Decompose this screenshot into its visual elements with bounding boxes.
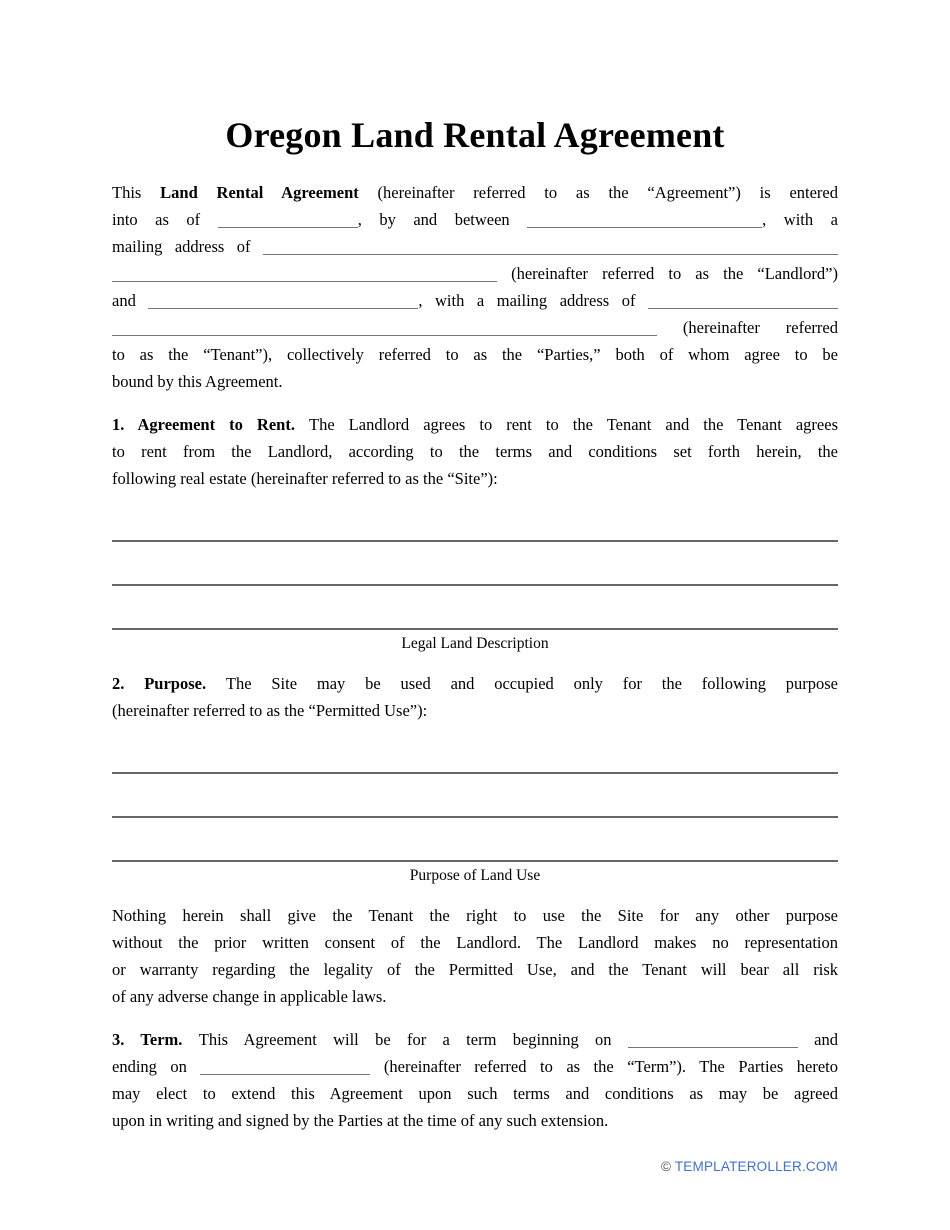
text-segment: upon in writing and signed by the Parties at the time of any such extension. bbox=[112, 1111, 609, 1130]
section-2-purpose-paragraph bbox=[112, 670, 838, 724]
text-segment: of any adverse change in applicable laws. bbox=[112, 987, 387, 1006]
purpose-restriction-paragraph bbox=[112, 902, 838, 1010]
text-segment: mailing address of bbox=[112, 237, 263, 256]
text-line bbox=[112, 1026, 838, 1053]
text-segment: without the prior written consent of the Landlord. The Landlord makes no representation bbox=[112, 933, 838, 952]
text-line bbox=[112, 929, 838, 956]
text-segment: to as the “Tenant”), collectively referred to as the “Parties,” both of whom agree to be bbox=[112, 345, 838, 364]
text-line bbox=[112, 287, 838, 314]
text-segment: into as of bbox=[112, 210, 218, 229]
bold-text-segment: 3. Term. bbox=[112, 1030, 199, 1049]
text-segment: (hereinafter referred to as the “Term”). The Parties hereto bbox=[370, 1057, 838, 1076]
text-line bbox=[112, 1107, 838, 1134]
blank-rule-line bbox=[112, 586, 838, 630]
blank-rule-line bbox=[112, 818, 838, 862]
text-segment: Nothing herein shall give the Tenant the right to use the Site for any other purpose bbox=[112, 906, 838, 925]
blank-rule-line bbox=[112, 498, 838, 542]
page-footer bbox=[661, 1159, 838, 1174]
fill-in-blank bbox=[200, 1062, 370, 1075]
templateroller-link[interactable]: TEMPLATEROLLER.COM bbox=[674, 1159, 838, 1174]
text-segment: , by and between bbox=[357, 210, 528, 229]
text-segment: bound by this Agreement. bbox=[112, 372, 283, 391]
purpose-of-land-use-blank-lines bbox=[112, 730, 838, 862]
text-segment: and bbox=[797, 1030, 839, 1049]
purpose-of-land-use-caption: Purpose of Land Use bbox=[409, 867, 541, 884]
text-line bbox=[112, 411, 838, 438]
fill-in-blank bbox=[112, 269, 497, 282]
text-segment: (hereinafter referred to as the “Landlord”) bbox=[497, 264, 838, 283]
section-3-term-paragraph bbox=[112, 1026, 838, 1134]
text-segment: The Site may be used and occupied only for the following purpose bbox=[225, 674, 839, 693]
text-line bbox=[112, 206, 838, 233]
text-segment: The Landlord agrees to rent to the Tenant and the Tenant agrees bbox=[308, 415, 838, 434]
fill-in-blank bbox=[527, 215, 762, 228]
fill-in-blank bbox=[148, 296, 418, 309]
text-segment: (hereinafter referred to as the “Permitted Use”): bbox=[112, 701, 428, 720]
text-line bbox=[112, 465, 838, 492]
text-segment: (hereinafter referred to as the “Agreement”) is entered bbox=[358, 183, 839, 202]
text-line bbox=[112, 438, 838, 465]
blank-rule-line bbox=[112, 774, 838, 818]
fill-in-blank bbox=[218, 215, 358, 228]
fill-in-blank bbox=[648, 296, 838, 309]
text-segment: , with a mailing address of bbox=[418, 291, 648, 310]
text-segment: and bbox=[112, 291, 149, 310]
text-segment: (hereinafter referred bbox=[657, 318, 838, 337]
text-line bbox=[112, 983, 838, 1010]
text-segment: to rent from the Landlord, according to the terms and conditions set forth herein, the bbox=[112, 442, 838, 461]
blank-rule-line bbox=[112, 730, 838, 774]
bold-text-segment: 1. Agreement to Rent. bbox=[112, 415, 309, 434]
fill-in-blank bbox=[112, 323, 657, 336]
text-line bbox=[112, 314, 838, 341]
text-segment: may elect to extend this Agreement upon such terms and conditions as may be agreed bbox=[112, 1084, 838, 1103]
text-line bbox=[112, 341, 838, 368]
text-line bbox=[112, 1053, 838, 1080]
text-line bbox=[112, 179, 838, 206]
text-line bbox=[112, 670, 838, 697]
legal-land-description-caption: Legal Land Description bbox=[401, 635, 549, 652]
text-segment: This bbox=[112, 183, 161, 202]
blank-rule-line bbox=[112, 542, 838, 586]
fill-in-blank bbox=[628, 1035, 798, 1048]
text-line bbox=[112, 260, 838, 287]
text-line bbox=[112, 233, 838, 260]
bold-text-segment: 2. Purpose. bbox=[112, 674, 226, 693]
intro-paragraph bbox=[112, 179, 838, 395]
document-title: Oregon Land Rental Agreement bbox=[225, 115, 725, 155]
section-1-agreement-to-rent-paragraph bbox=[112, 411, 838, 492]
text-line bbox=[112, 697, 838, 724]
text-segment: , with a bbox=[762, 210, 838, 229]
copyright-symbol: © bbox=[660, 1159, 672, 1174]
text-segment: following real estate (hereinafter referred to as the “Site”): bbox=[112, 469, 498, 488]
fill-in-blank bbox=[263, 242, 838, 255]
text-segment: or warranty regarding the legality of the Permitted Use, and the Tenant will bear all risk bbox=[112, 960, 838, 979]
legal-land-description-blank-lines bbox=[112, 498, 838, 630]
text-line bbox=[112, 902, 838, 929]
bold-text-segment: Land Rental Agreement bbox=[160, 183, 359, 202]
text-line bbox=[112, 368, 838, 395]
text-segment: ending on bbox=[112, 1057, 201, 1076]
text-segment: This Agreement will be for a term beginning on bbox=[198, 1030, 628, 1049]
text-line bbox=[112, 1080, 838, 1107]
text-line bbox=[112, 956, 838, 983]
